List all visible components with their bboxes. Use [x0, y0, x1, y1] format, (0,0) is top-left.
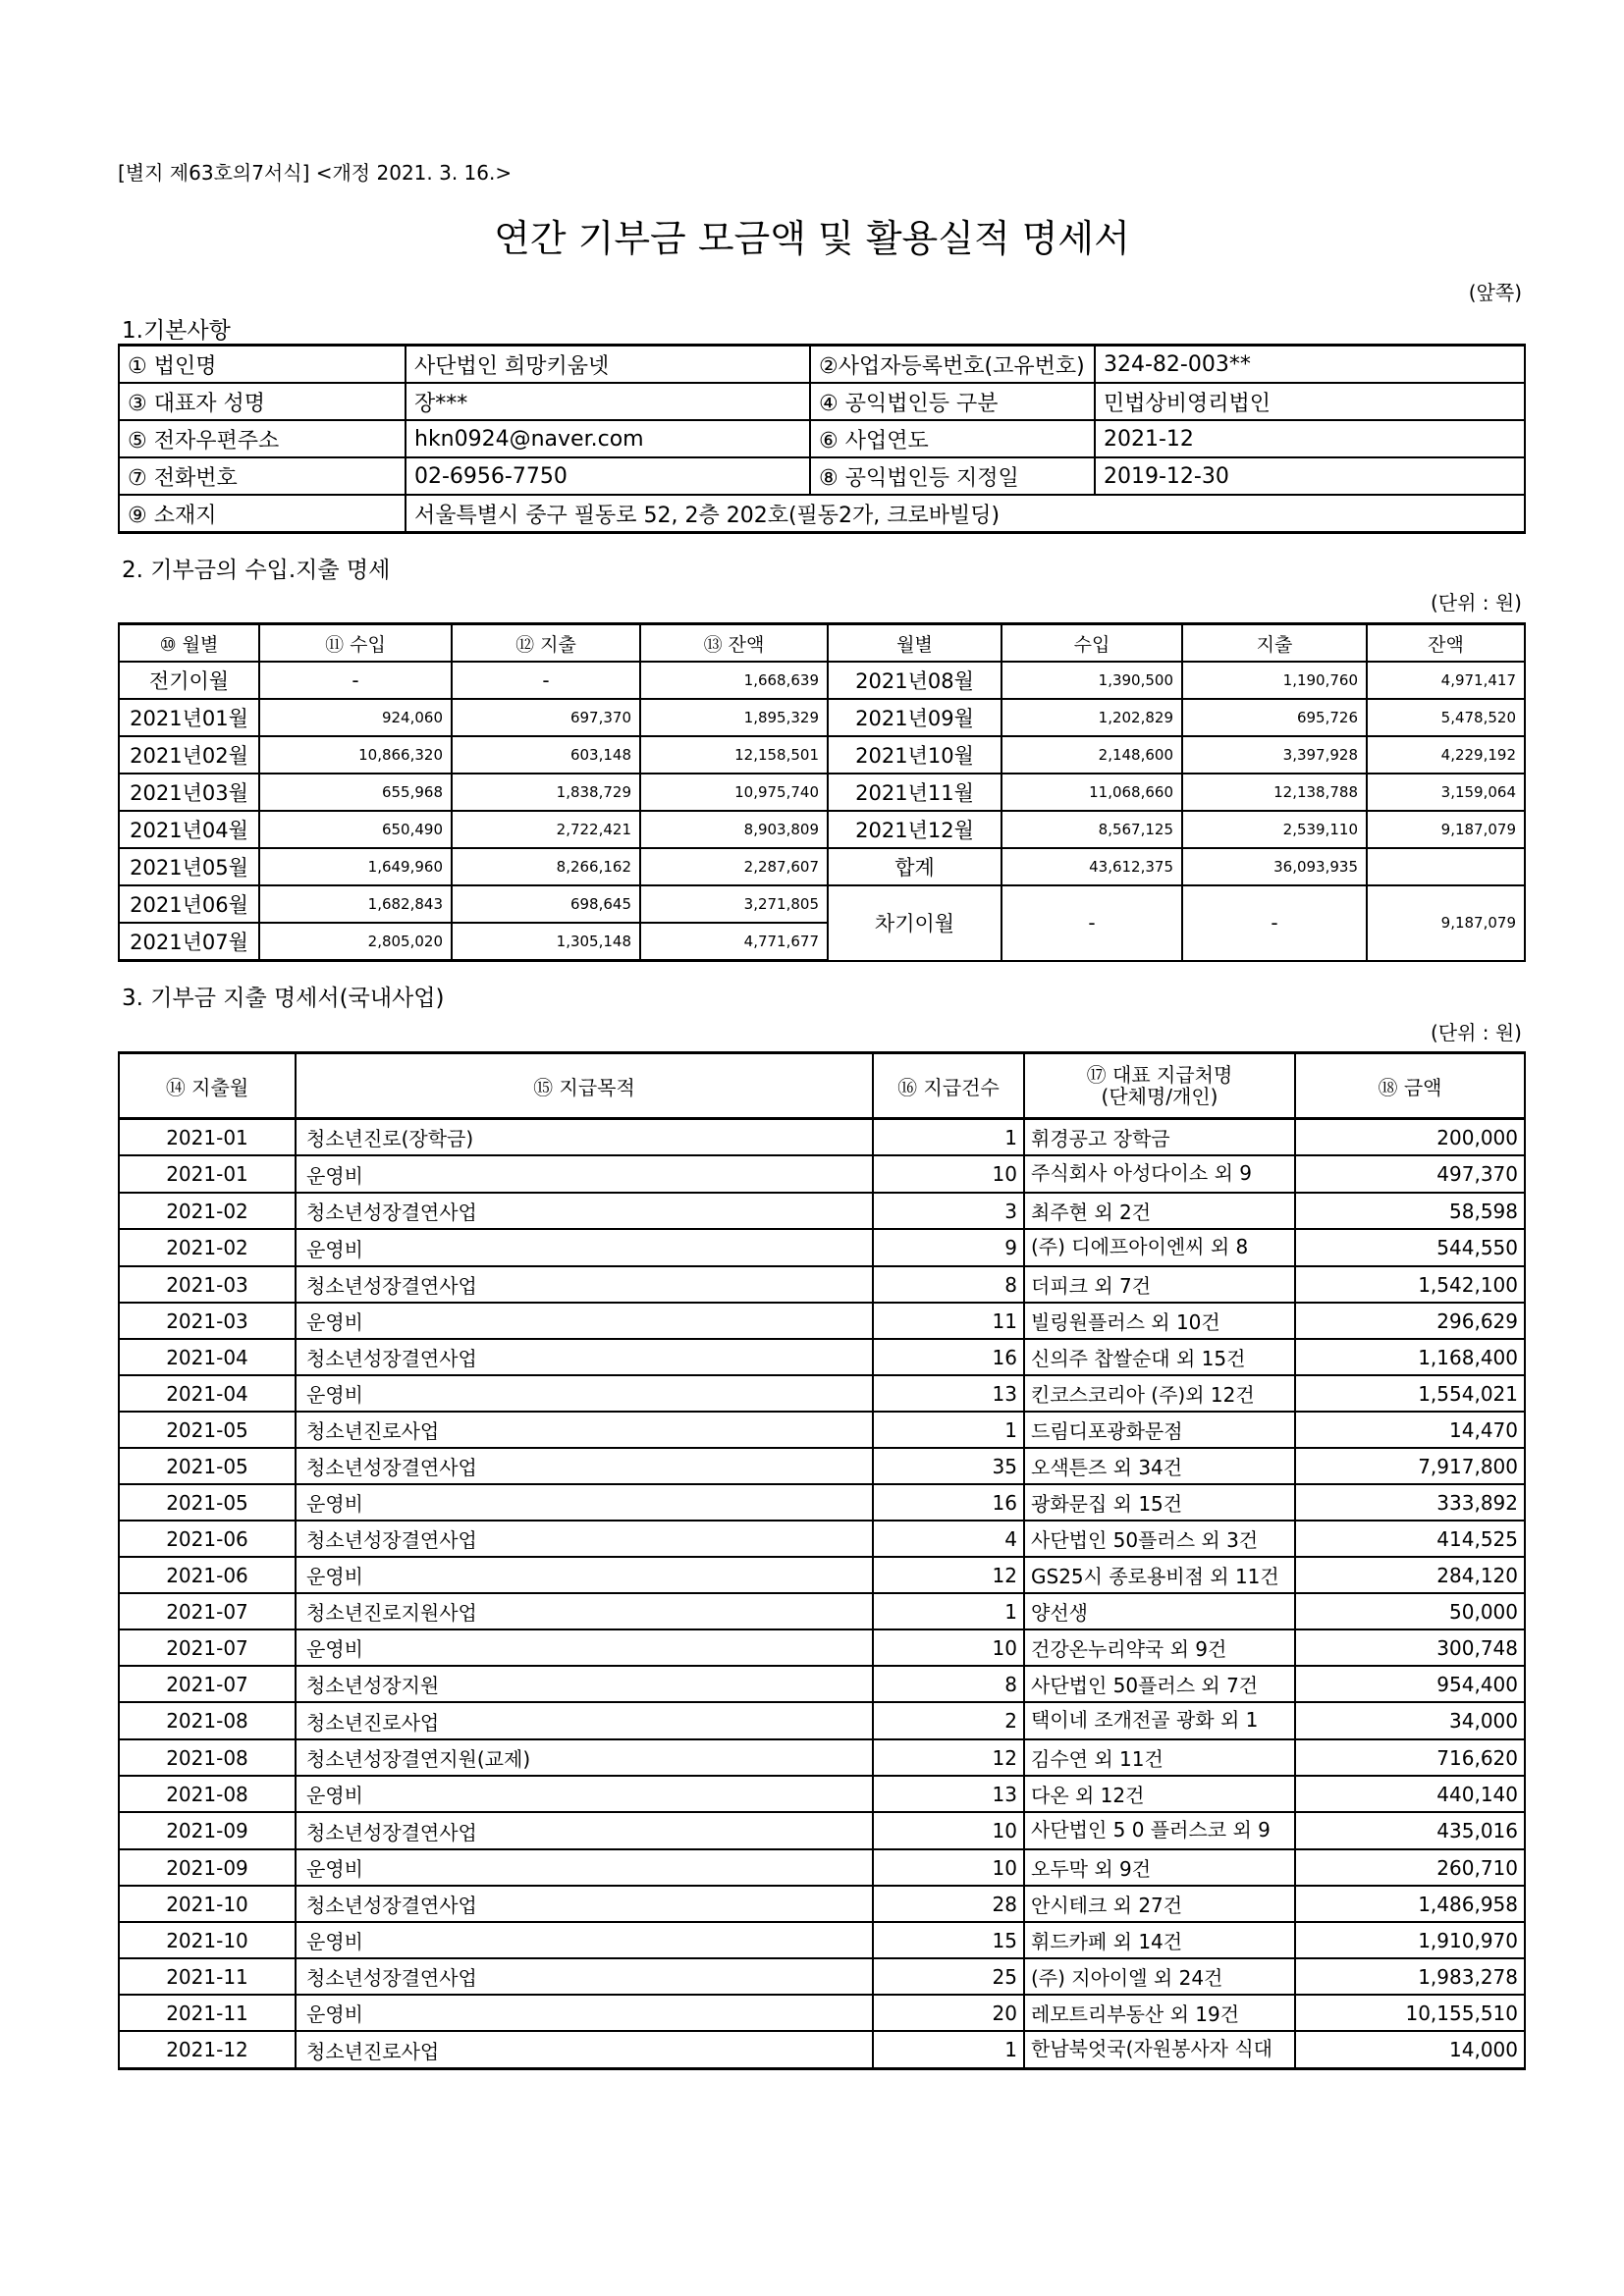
expenditure-amount: 14,000	[1295, 2031, 1525, 2069]
field-value: 민법상비영리법인	[1095, 383, 1525, 420]
expenditure-purpose: 청소년성장지원	[296, 1666, 873, 1702]
field-value: 장***	[406, 383, 810, 420]
expenditure-row	[119, 1193, 1525, 1229]
expenditure-amount: 7,917,800	[1295, 1448, 1525, 1484]
basic-info-row	[119, 383, 1525, 420]
expenditure-count: 10	[873, 1849, 1024, 1886]
expenditure-amount: 300,748	[1295, 1629, 1525, 1666]
ledger-amount: 2,722,421	[452, 811, 640, 848]
field-value: 2019-12-30	[1095, 457, 1525, 495]
ledger-amount: 650,490	[259, 811, 452, 848]
expenditure-amount: 260,710	[1295, 1849, 1525, 1886]
expenditure-row	[119, 1339, 1525, 1375]
expenditure-row	[119, 1776, 1525, 1812]
expenditure-count: 1	[873, 1412, 1024, 1448]
expenditure-payee: 최주현 외 2건	[1024, 1193, 1295, 1229]
basic-info-row	[119, 420, 1525, 457]
expenditure-month: 2021-08	[119, 1739, 296, 1776]
ledger-carry-balance: 9,187,079	[1367, 885, 1525, 961]
expenditure-month: 2021-02	[119, 1193, 296, 1229]
ledger-row	[119, 662, 1525, 699]
expenditure-purpose: 청소년성장결연사업	[296, 1193, 873, 1229]
ledger-month: 2021년06월	[119, 885, 259, 923]
expenditure-row	[119, 1521, 1525, 1557]
ledger-month: 2021년04월	[119, 811, 259, 848]
expenditure-count: 2	[873, 1702, 1024, 1739]
expenditure-count: 35	[873, 1448, 1024, 1484]
expenditure-month: 2021-08	[119, 1702, 296, 1739]
expenditure-month: 2021-04	[119, 1375, 296, 1412]
field-value: 2021-12	[1095, 420, 1525, 457]
expenditure-amount: 954,400	[1295, 1666, 1525, 1702]
expenditure-count: 10	[873, 1629, 1024, 1666]
expenditure-month: 2021-07	[119, 1593, 296, 1629]
expenditure-amount: 716,620	[1295, 1739, 1525, 1776]
expenditure-count: 20	[873, 1995, 1024, 2031]
expenditure-amount: 333,892	[1295, 1484, 1525, 1521]
ledger-amount: 8,266,162	[452, 848, 640, 885]
ledger-amount: 2,805,020	[259, 923, 452, 961]
field-label: ③ 대표자 성명	[119, 383, 406, 420]
expenditure-payee: 주식회사 아성다이소 외 9	[1024, 1155, 1295, 1193]
expenditure-row	[119, 1922, 1525, 1958]
ledger-carry-label: 차기이월	[828, 885, 1001, 961]
ledger-amount: 603,148	[452, 736, 640, 774]
expenditure-month: 2021-05	[119, 1412, 296, 1448]
ledger-amount: 2,148,600	[1001, 736, 1182, 774]
section1-title: 1.기본사항	[122, 318, 231, 344]
expenditure-payee: 신의주 찹쌀순대 외 15건	[1024, 1339, 1295, 1375]
ledger-amount: 2,539,110	[1182, 811, 1367, 848]
expenditure-purpose: 운영비	[296, 1629, 873, 1666]
ledger-header: 월별	[828, 624, 1001, 663]
header-payee	[1024, 1053, 1295, 1119]
expenditure-payee: (주) 지아이엘 외 24건	[1024, 1958, 1295, 1995]
expenditure-payee: 드림디포광화문점	[1024, 1412, 1295, 1448]
expenditure-count: 4	[873, 1521, 1024, 1557]
field-value: 사단법인 희망키움넷	[406, 346, 810, 384]
expenditure-purpose: 운영비	[296, 1995, 873, 2031]
ledger-header: ⑫ 지출	[452, 624, 640, 663]
ledger-amount: 697,370	[452, 699, 640, 736]
expenditure-purpose: 운영비	[296, 1557, 873, 1593]
expenditure-month: 2021-01	[119, 1119, 296, 1156]
ledger-amount: 1,682,843	[259, 885, 452, 923]
expenditure-count: 3	[873, 1193, 1024, 1229]
section2-title: 2. 기부금의 수입.지출 명세	[122, 558, 391, 583]
ledger-amount: -	[259, 662, 452, 699]
expenditure-purpose: 운영비	[296, 1484, 873, 1521]
expenditure-payee: 더피크 외 7건	[1024, 1266, 1295, 1303]
section3-unit: (단위 : 원)	[1430, 1021, 1522, 1044]
expenditure-amount: 1,486,958	[1295, 1886, 1525, 1922]
expenditure-row	[119, 2031, 1525, 2069]
ledger-amount: 1,202,829	[1001, 699, 1182, 736]
expenditure-purpose: 청소년진로사업	[296, 1412, 873, 1448]
expenditure-count: 10	[873, 1155, 1024, 1193]
expenditure-payee: 건강온누리약국 외 9건	[1024, 1629, 1295, 1666]
ledger-row	[119, 885, 1525, 923]
expenditure-purpose: 청소년성장결연사업	[296, 1339, 873, 1375]
expenditure-count: 8	[873, 1266, 1024, 1303]
expenditure-payee: GS25시 종로용비점 외 11건	[1024, 1557, 1295, 1593]
ledger-amount: 12,138,788	[1182, 774, 1367, 811]
header-month: ⑭ 지출월	[119, 1053, 296, 1119]
expenditure-payee: 사단법인 50플러스 외 7건	[1024, 1666, 1295, 1702]
expenditure-purpose: 청소년성장결연사업	[296, 1266, 873, 1303]
ledger-amount: 9,187,079	[1367, 811, 1525, 848]
ledger-month: 2021년10월	[828, 736, 1001, 774]
field-label: ⑦ 전화번호	[119, 457, 406, 495]
expenditure-purpose: 운영비	[296, 1375, 873, 1412]
expenditure-row	[119, 1266, 1525, 1303]
header-payee-line2: (단체명/개인)	[1101, 1085, 1218, 1108]
ledger-header: ⑩ 월별	[119, 624, 259, 663]
ledger-amount: 698,645	[452, 885, 640, 923]
ledger-amount: 655,968	[259, 774, 452, 811]
expenditure-count: 13	[873, 1776, 1024, 1812]
expenditure-count: 8	[873, 1666, 1024, 1702]
ledger-carry-expense: -	[1182, 885, 1367, 961]
ledger-amount: 3,397,928	[1182, 736, 1367, 774]
expenditure-purpose: 청소년진로사업	[296, 2031, 873, 2069]
expenditure-payee: 오두막 외 9건	[1024, 1849, 1295, 1886]
expenditure-purpose: 운영비	[296, 1776, 873, 1812]
expenditure-row	[119, 1229, 1525, 1266]
ledger-amount: 12,158,501	[640, 736, 828, 774]
section2-unit: (단위 : 원)	[1430, 591, 1522, 614]
expenditure-count: 1	[873, 1593, 1024, 1629]
expenditure-month: 2021-01	[119, 1155, 296, 1193]
expenditure-amount: 544,550	[1295, 1229, 1525, 1266]
ledger-amount	[1367, 848, 1525, 885]
ledger-amount: 10,866,320	[259, 736, 452, 774]
expenditure-count: 12	[873, 1739, 1024, 1776]
ledger-amount: 1,305,148	[452, 923, 640, 961]
ledger-amount: 1,838,729	[452, 774, 640, 811]
ledger-amount: 11,068,660	[1001, 774, 1182, 811]
ledger-header: ⑬ 잔액	[640, 624, 828, 663]
expenditure-payee: 킨코스코리아 (주)외 12건	[1024, 1375, 1295, 1412]
expenditure-purpose: 운영비	[296, 1155, 873, 1193]
header-purpose: ⑮ 지급목적	[296, 1053, 873, 1119]
expenditure-purpose: 청소년성장결연사업	[296, 1448, 873, 1484]
expenditure-amount: 14,470	[1295, 1412, 1525, 1448]
expenditure-month: 2021-10	[119, 1922, 296, 1958]
header-amount: ⑱ 금액	[1295, 1053, 1525, 1119]
ledger-amount: 43,612,375	[1001, 848, 1182, 885]
ledger-month: 2021년09월	[828, 699, 1001, 736]
ledger-amount: 1,668,639	[640, 662, 828, 699]
expenditure-row	[119, 1995, 1525, 2031]
expenditure-amount: 58,598	[1295, 1193, 1525, 1229]
expenditure-payee: 사단법인 50플러스 외 3건	[1024, 1521, 1295, 1557]
expenditure-count: 16	[873, 1339, 1024, 1375]
expenditure-payee: 한남북엇국(자원봉사자 식대	[1024, 2031, 1295, 2069]
expenditure-count: 16	[873, 1484, 1024, 1521]
expenditure-payee: 빌링원플러스 외 10건	[1024, 1303, 1295, 1339]
ledger-row	[119, 699, 1525, 736]
expenditure-row	[119, 1119, 1525, 1156]
expenditure-count: 15	[873, 1922, 1024, 1958]
expenditure-row	[119, 1739, 1525, 1776]
ledger-amount: 1,190,760	[1182, 662, 1367, 699]
basic-info-row-address	[119, 495, 1525, 533]
ledger-amount: 1,390,500	[1001, 662, 1182, 699]
expenditure-payee: 양선생	[1024, 1593, 1295, 1629]
expenditure-purpose: 운영비	[296, 1849, 873, 1886]
ledger-month: 합계	[828, 848, 1001, 885]
expenditure-row	[119, 1958, 1525, 1995]
ledger-header: 잔액	[1367, 624, 1525, 663]
expenditure-row	[119, 1557, 1525, 1593]
ledger-amount: 924,060	[259, 699, 452, 736]
expenditure-count: 11	[873, 1303, 1024, 1339]
ledger-amount: 4,229,192	[1367, 736, 1525, 774]
expenditure-purpose: 운영비	[296, 1922, 873, 1958]
ledger-row	[119, 736, 1525, 774]
expenditure-amount: 1,168,400	[1295, 1339, 1525, 1375]
expenditure-amount: 34,000	[1295, 1702, 1525, 1739]
expenditure-payee: (주) 디에프아이엔씨 외 8	[1024, 1229, 1295, 1266]
expenditure-month: 2021-03	[119, 1303, 296, 1339]
expenditure-purpose: 청소년진로(장학금)	[296, 1119, 873, 1156]
ledger-amount: 1,895,329	[640, 699, 828, 736]
ledger-month: 2021년02월	[119, 736, 259, 774]
ledger-row	[119, 774, 1525, 811]
expenditure-count: 25	[873, 1958, 1024, 1995]
ledger-amount: 8,903,809	[640, 811, 828, 848]
ledger-amount: 3,271,805	[640, 885, 828, 923]
field-label: ① 법인명	[119, 346, 406, 384]
expenditure-count: 1	[873, 2031, 1024, 2069]
ledger-month: 2021년11월	[828, 774, 1001, 811]
expenditure-payee: 안시테크 외 27건	[1024, 1886, 1295, 1922]
ledger-amount: 2,287,607	[640, 848, 828, 885]
ledger-month: 2021년07월	[119, 923, 259, 961]
expenditure-row	[119, 1303, 1525, 1339]
expenditure-month: 2021-06	[119, 1557, 296, 1593]
document-title: 연간 기부금 모금액 및 활용실적 명세서	[494, 217, 1130, 260]
expenditure-month: 2021-05	[119, 1484, 296, 1521]
expenditure-purpose: 청소년성장결연사업	[296, 1812, 873, 1849]
expenditure-row	[119, 1629, 1525, 1666]
expenditure-purpose: 청소년성장결연사업	[296, 1958, 873, 1995]
expenditure-amount: 296,629	[1295, 1303, 1525, 1339]
expenditure-count: 9	[873, 1229, 1024, 1266]
expenditure-row	[119, 1448, 1525, 1484]
ledger-row	[119, 848, 1525, 885]
ledger-amount: 36,093,935	[1182, 848, 1367, 885]
expenditure-purpose: 청소년진로지원사업	[296, 1593, 873, 1629]
ledger-header: 지출	[1182, 624, 1367, 663]
expenditure-amount: 50,000	[1295, 1593, 1525, 1629]
expenditure-amount: 440,140	[1295, 1776, 1525, 1812]
ledger-amount: 4,971,417	[1367, 662, 1525, 699]
header-count: ⑯ 지급건수	[873, 1053, 1024, 1119]
expenditure-purpose: 청소년진로사업	[296, 1702, 873, 1739]
expenditure-payee: 휘경공고 장학금	[1024, 1119, 1295, 1156]
ledger-month: 2021년08월	[828, 662, 1001, 699]
expenditure-month: 2021-03	[119, 1266, 296, 1303]
expenditure-month: 2021-07	[119, 1629, 296, 1666]
expenditure-row	[119, 1666, 1525, 1702]
expenditure-payee: 사단법인 5 0 플러스코 외 9	[1024, 1812, 1295, 1849]
expenditure-month: 2021-11	[119, 1995, 296, 2031]
expenditure-payee: 택이네 조개전골 광화 외 1	[1024, 1702, 1295, 1739]
expenditure-amount: 435,016	[1295, 1812, 1525, 1849]
ledger-month: 2021년05월	[119, 848, 259, 885]
expenditure-amount: 200,000	[1295, 1119, 1525, 1156]
expenditure-month: 2021-12	[119, 2031, 296, 2069]
expenditure-count: 28	[873, 1886, 1024, 1922]
expenditure-month: 2021-07	[119, 1666, 296, 1702]
ledger-header: 수입	[1001, 624, 1182, 663]
ledger-amount: 3,159,064	[1367, 774, 1525, 811]
field-label: ④ 공익법인등 구분	[810, 383, 1095, 420]
ledger-month: 2021년01월	[119, 699, 259, 736]
expenditure-row	[119, 1593, 1525, 1629]
expenditure-amount: 284,120	[1295, 1557, 1525, 1593]
expenditure-row	[119, 1886, 1525, 1922]
expenditure-amount: 1,910,970	[1295, 1922, 1525, 1958]
ledger-amount: 10,975,740	[640, 774, 828, 811]
ledger-amount: 695,726	[1182, 699, 1367, 736]
income-expense-table	[118, 622, 1526, 962]
expenditure-payee: 레모트리부동산 외 19건	[1024, 1995, 1295, 2031]
expenditure-count: 12	[873, 1557, 1024, 1593]
expenditure-amount: 497,370	[1295, 1155, 1525, 1193]
page-side-label: (앞쪽)	[1468, 281, 1522, 304]
expenditure-payee: 광화문집 외 15건	[1024, 1484, 1295, 1521]
expenditure-purpose: 운영비	[296, 1303, 873, 1339]
expenditure-purpose: 운영비	[296, 1229, 873, 1266]
expenditure-row	[119, 1412, 1525, 1448]
ledger-header: ⑪ 수입	[259, 624, 452, 663]
expenditure-month: 2021-06	[119, 1521, 296, 1557]
ledger-row	[119, 811, 1525, 848]
field-label: ⑤ 전자우편주소	[119, 420, 406, 457]
expenditure-amount: 1,983,278	[1295, 1958, 1525, 1995]
expenditure-month: 2021-04	[119, 1339, 296, 1375]
ledger-amount: 4,771,677	[640, 923, 828, 961]
field-value: 02-6956-7750	[406, 457, 810, 495]
expenditure-month: 2021-02	[119, 1229, 296, 1266]
expenditure-payee: 휘드카페 외 14건	[1024, 1922, 1295, 1958]
basic-info-table	[118, 344, 1526, 534]
expenditure-payee: 김수연 외 11건	[1024, 1739, 1295, 1776]
address-label: ⑨ 소재지	[119, 495, 406, 533]
expenditure-purpose: 청소년성장결연사업	[296, 1521, 873, 1557]
expenditure-row	[119, 1849, 1525, 1886]
expenditure-count: 10	[873, 1812, 1024, 1849]
expenditure-month: 2021-08	[119, 1776, 296, 1812]
expenditure-month: 2021-10	[119, 1886, 296, 1922]
expenditure-purpose: 청소년성장결연사업	[296, 1886, 873, 1922]
expenditure-payee: 오색튼즈 외 34건	[1024, 1448, 1295, 1484]
expenditure-payee: 다온 외 12건	[1024, 1776, 1295, 1812]
expenditure-amount: 1,554,021	[1295, 1375, 1525, 1412]
basic-info-row	[119, 346, 1525, 384]
expenditure-row	[119, 1702, 1525, 1739]
ledger-carry-income: -	[1001, 885, 1182, 961]
expenditure-purpose: 청소년성장결연지원(교제)	[296, 1739, 873, 1776]
field-label: ②사업자등록번호(고유번호)	[810, 346, 1095, 384]
form-reference: [별지 제63호의7서식] <개정 2021. 3. 16.>	[118, 161, 513, 185]
ledger-amount: 5,478,520	[1367, 699, 1525, 736]
expenditure-row	[119, 1812, 1525, 1849]
ledger-amount: 1,649,960	[259, 848, 452, 885]
expenditure-month: 2021-11	[119, 1958, 296, 1995]
header-payee-line1: ⑰ 대표 지급처명	[1086, 1063, 1233, 1087]
expenditure-count: 1	[873, 1119, 1024, 1156]
ledger-month: 전기이월	[119, 662, 259, 699]
expenditure-amount: 414,525	[1295, 1521, 1525, 1557]
field-value: hkn0924@naver.com	[406, 420, 810, 457]
expenditure-month: 2021-05	[119, 1448, 296, 1484]
field-label: ⑥ 사업연도	[810, 420, 1095, 457]
section3-title: 3. 기부금 지출 명세서(국내사업)	[122, 986, 445, 1011]
expenditure-amount: 10,155,510	[1295, 1995, 1525, 2031]
expenditure-month: 2021-09	[119, 1849, 296, 1886]
expenditure-row	[119, 1484, 1525, 1521]
expenditure-row	[119, 1375, 1525, 1412]
address-value: 서울특별시 중구 필동로 52, 2층 202호(필동2가, 크로바빌딩)	[406, 495, 1525, 533]
ledger-amount: 8,567,125	[1001, 811, 1182, 848]
expenditure-row	[119, 1155, 1525, 1193]
ledger-amount: -	[452, 662, 640, 699]
basic-info-row	[119, 457, 1525, 495]
field-label: ⑧ 공익법인등 지정일	[810, 457, 1095, 495]
expenditure-month: 2021-09	[119, 1812, 296, 1849]
expenditure-table	[118, 1051, 1526, 2070]
ledger-month: 2021년12월	[828, 811, 1001, 848]
ledger-month: 2021년03월	[119, 774, 259, 811]
expenditure-count: 13	[873, 1375, 1024, 1412]
field-value: 324-82-003**	[1095, 346, 1525, 384]
expenditure-amount: 1,542,100	[1295, 1266, 1525, 1303]
